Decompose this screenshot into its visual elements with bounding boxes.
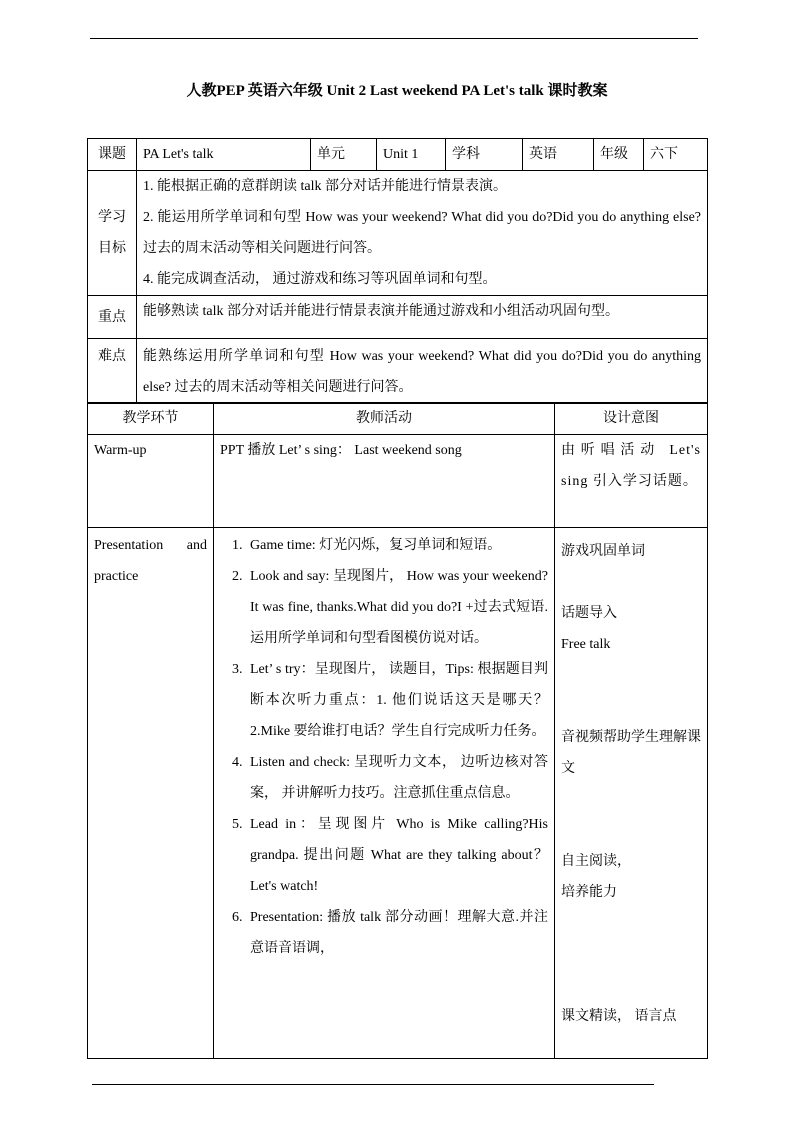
unit-label: 单元 xyxy=(311,139,377,171)
key-points-text: 能够熟读 talk 部分对话并能进行情景表演并能通过游戏和小组活动巩固句型。 xyxy=(137,296,708,339)
warmup-intent: 由听唱活动 Let's sing 引入学习话题。 xyxy=(555,435,708,528)
objective-item: 2. 能运用所学单词和句型 How was your weekend? What did you do?Did you do anything else? 过去的周末活动等相关问题进行问答。 xyxy=(143,210,701,256)
subject-value: 英语 xyxy=(523,139,594,171)
step-item: 1. Game time: 灯光闪烁，复习单词和短语。 xyxy=(246,530,548,561)
objectives-label: 学习 目标 xyxy=(88,171,137,296)
header-rule xyxy=(90,38,698,39)
objective-item: 1. 能根据正确的意群朗读 talk 部分对话并能进行情景表演。 xyxy=(143,179,507,194)
intent-item: 培养能力 xyxy=(561,885,617,900)
grade-value: 六下 xyxy=(644,139,708,171)
intent-item: 游戏巩固单词 xyxy=(561,544,645,559)
objectives-row xyxy=(88,171,708,296)
difficulties-label: 难点 xyxy=(88,339,137,404)
warmup-activity: PPT 播放 Let’ s sing： Last weekend song xyxy=(214,435,555,528)
teaching-process-table xyxy=(87,402,708,1059)
presentation-row xyxy=(88,528,708,1059)
unit-value: Unit 1 xyxy=(377,139,446,171)
topic-label: 课题 xyxy=(88,139,137,171)
process-header-row xyxy=(88,403,708,435)
intent-item: 话题导入 xyxy=(561,606,617,621)
grade-label: 年级 xyxy=(594,139,644,171)
objective-item: 4. 能完成调查活动， 通过游戏和练习等巩固单词和句型。 xyxy=(143,272,497,287)
intent-item: Free talk xyxy=(561,637,611,652)
warmup-row xyxy=(88,435,708,528)
presentation-stage: Presentation and practice xyxy=(88,528,214,1059)
header-activity: 教师活动 xyxy=(214,403,555,435)
intent-item: 音视频帮助学生理解课文 xyxy=(561,730,701,776)
difficulties-row xyxy=(88,339,708,404)
presentation-activities xyxy=(214,528,555,1059)
difficulties-text: 能熟练运用所学单词和句型 How was your weekend? What did you do?Did you do anything else? 过去的周末活动等相关问题进行问答。 xyxy=(137,339,708,404)
subject-label: 学科 xyxy=(446,139,523,171)
info-row xyxy=(88,139,708,171)
step-item: 3. Let’ s try：呈现图片， 读题目，Tips: 根据题目判断本次听力重点：1. 他们说话这天是哪天？2.Mike 要给谁打电话？学生自行完成听力任务。 xyxy=(246,654,548,747)
key-points-label: 重点 xyxy=(88,296,137,339)
objectives-content xyxy=(137,171,708,296)
footer-rule xyxy=(92,1084,654,1085)
key-points-row xyxy=(88,296,708,339)
intent-item: 课文精读， 语言点 xyxy=(561,1009,677,1024)
step-item: 2. Look and say: 呈现图片， How was your weekend?It was fine, thanks.What did you do?I +过去式短语. 运用所学单词和句型看图模仿说对话。 xyxy=(246,561,548,654)
header-stage: 教学环节 xyxy=(88,403,214,435)
header-intent: 设计意图 xyxy=(555,403,708,435)
intent-item: 自主阅读， xyxy=(561,854,631,869)
presentation-intents xyxy=(555,528,708,1059)
warmup-stage: Warm-up xyxy=(88,435,214,528)
document-title: 人教PEP 英语六年级 Unit 2 Last weekend PA Let's talk 课时教案 xyxy=(186,83,608,99)
step-item: 5. Lead in：呈现图片 Who is Mike calling?His grandpa. 提出问题 What are they talking about？ Let's watch! xyxy=(246,809,548,902)
lesson-info-table xyxy=(87,138,708,404)
topic-value: PA Let's talk xyxy=(137,139,311,171)
step-item: 6. Presentation: 播放 talk 部分动画！理解大意.并注意语音语调， xyxy=(246,902,548,964)
step-item: 4. Listen and check: 呈现听力文本， 边听边核对答案， 并讲解听力技巧。注意抓住重点信息。 xyxy=(246,747,548,809)
